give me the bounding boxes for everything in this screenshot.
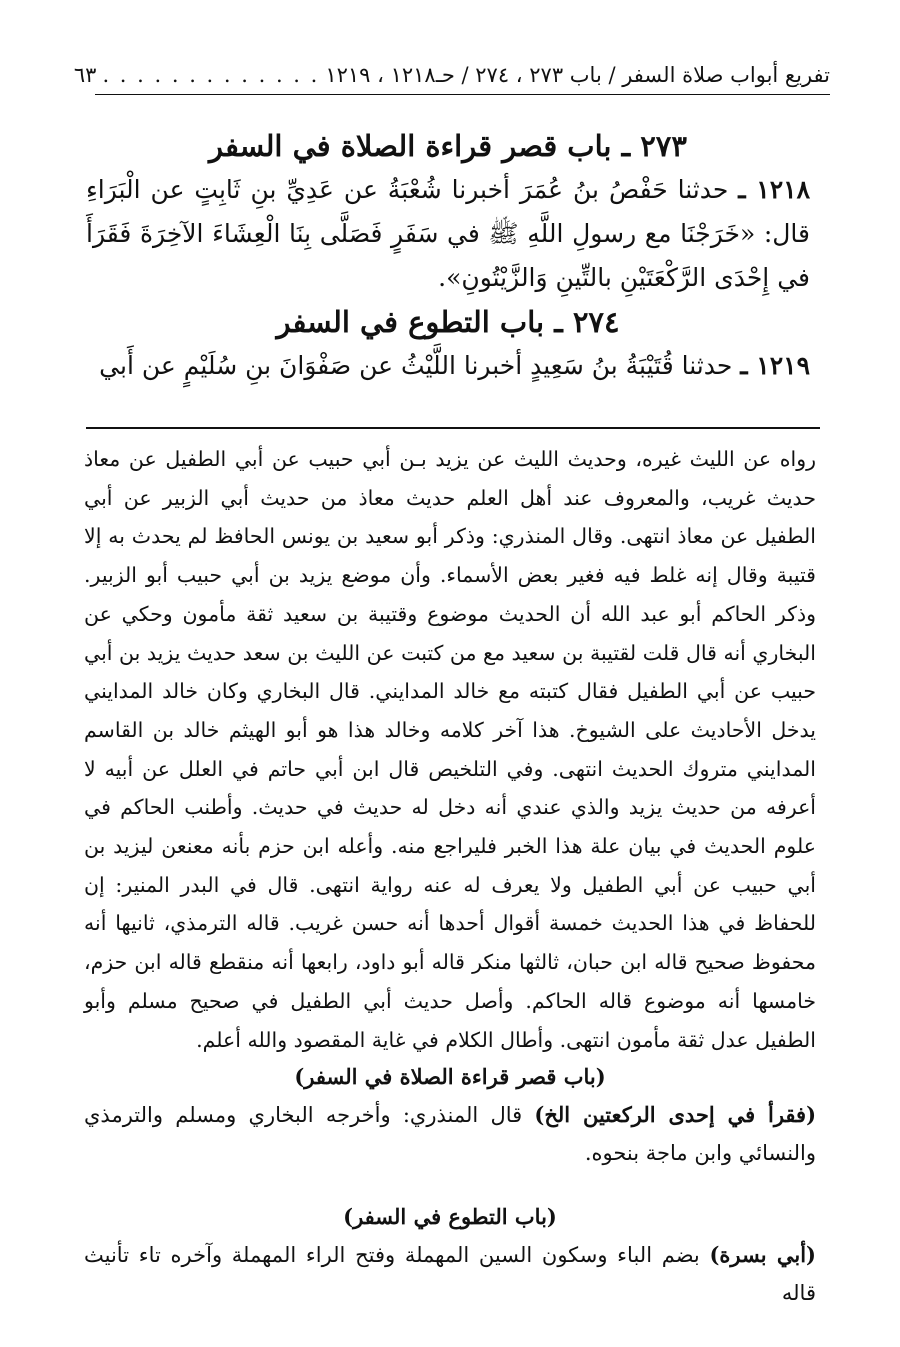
hadith-text: حدثنا حَفْصُ بنُ عُمَرَ أخبرنا شُعْبَةُ عن عَدِيِّ بنِ ثَابِتٍ عن الْبَرَاءِ قال: «خَرَجْنَا مع رسولِ اللَّهِ ﷺ في سَفَرٍ فَصَلَّى بِنَا الْعِشَاءَ الآخِرَةَ فَقَرَأَ في إِحْدَى الرَّكْعَتَيْنِ بالتِّينِ وَالزَّيْتُونِ».	[86, 175, 810, 292]
note-heading: (باب قصر قراءة الصلاة في السفر)	[294, 1064, 606, 1089]
note-text: بضم الباء وسكون السين المهملة وفتح الراء المهملة وآخره تاء تأنيث قاله	[84, 1243, 816, 1305]
hadith-number: ١٢١٨ ـ	[738, 175, 811, 204]
note-lemma: (فقرأ في إحدى الركعتين الخ)	[534, 1102, 817, 1127]
note-text: قال المنذري: وأخرجه البخاري ومسلم والترمذي والنسائي وابن ماجة بنحوه.	[84, 1103, 816, 1165]
note-lemma: (أبي بسرة)	[709, 1242, 816, 1267]
running-header	[73, 60, 830, 95]
note-section-274	[84, 1198, 816, 1312]
main-text	[86, 118, 810, 388]
hadith-text: حدثنا قُتَيْبَةُ بنُ سَعِيدٍ أخبرنا اللَّيْثُ عن صَفْوَانَ بنِ سُلَيْمٍ عن أَبي	[99, 351, 733, 380]
commentary-block	[84, 440, 816, 1059]
page-number: ٦٣	[73, 63, 97, 87]
note-heading: (باب التطوع في السفر)	[343, 1204, 557, 1229]
note-body	[84, 1096, 816, 1172]
chapter-title-273: ٢٧٣ ـ باب قصر قراءة الصلاة في السفر	[209, 129, 687, 163]
hadith-1218	[86, 168, 810, 300]
note-section-273	[84, 1058, 816, 1172]
commentary-text: رواه عن الليث غيره، وحديث الليث عن يزيد بـن أبي حبيب عن أبي الطفيل عن معاذ حديث غريب، والمعروف عند أهل العلم حديث معاذ من حديث أبي الزبير عن أبي الطفيل عن معاذ انتهى. وقال المنذري: وذكر أبو سعيد بن يونس الحافظ لم يحدث به إلا قتيبة وقال إنه غلط فيه فغير بعض الأسماء. وأن موضع يزيد بن أبي حبيب أبو الزبير. وذكر الحاكم أبو عبد الله أن الحديث موضوع وقتيبة بن سعيد ثقة مأمون وحكي عن البخاري أنه قال قلت لقتيبة بن سعيد مع من كتبت عن الليث بن سعد حديث يزيد بن أبي حبيب عن أبي الطفيل فقال كتبته مع خالد المدايني. قال البخاري وكان خالد المدايني يدخل الأحاديث على الشيوخ. هذا آخر كلامه وخالد هذا هو أبو الهيثم خالد بن القاسم المدايني متروك الحديث انتهى. وفي التلخيص قال ابن أبي حاتم في العلل عن أبيه لا أعرفه من حديث يزيد والذي عندي أنه دخل له حديث في حديث. وأطنب الحاكم في علوم الحديث في بيان علة هذا الخبر فليراجع منه. وأعله ابن حزم بأنه معنعن ليزيد بن أبي حبيب عن أبي الطفيل ولا يعرف له عنه رواية انتهى. قال في البدر المنير: إن للحفاظ في هذا الحديث خمسة أقوال أحدها أنه حسن غريب. قاله الترمذي، ثانيها أنه محفوظ صحيح قاله ابن حبان، ثالثها منكر قاله أبو داود، رابعها أنه منقطع قاله ابن حزم، خامسها أنه موضوع قاله الحاكم. وأصل حديث أبي الطفيل في صحيح مسلم وأبو الطفيل عدل ثقة مأمون انتهى. وأطال الكلام في غاية المقصود والله أعلم.	[84, 447, 816, 1052]
leader-dots: . . . . . . . . . . . . .	[102, 63, 320, 87]
hadith-number: ١٢١٩ ـ	[740, 351, 810, 380]
chapter-title-274: ٢٧٤ ـ باب التطوع في السفر	[276, 305, 620, 339]
footnote-separator	[86, 427, 820, 429]
hadith-1219	[86, 344, 810, 388]
note-body	[84, 1236, 816, 1312]
running-title: تفريع أبواب صلاة السفر / باب ٢٧٣ ، ٢٧٤ / حـ١٢١٨ ، ١٢١٩	[325, 63, 830, 87]
